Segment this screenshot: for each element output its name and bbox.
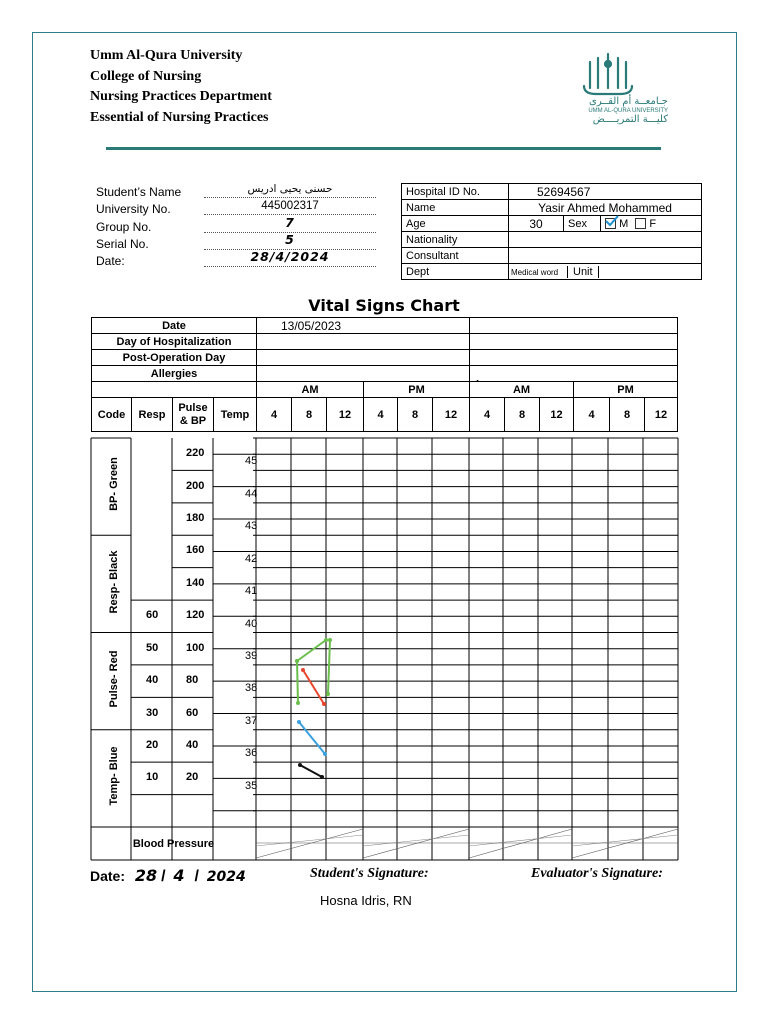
temp-tick: 37 [245,714,258,727]
group-no-value[interactable]: 7 [285,214,295,230]
resp-tick: 50 [146,641,159,654]
nationality-label: Nationality [402,232,509,248]
blood-pressure-label: Blood Pressure [132,838,215,850]
logo-english-name: UMM AL-QURA UNIVERSITY [588,108,668,114]
date-row-label: Date [92,318,257,334]
footer-date-day[interactable]: 28 [134,866,158,885]
pulse-tick: 180 [186,512,205,525]
header-line-3: Nursing Practices Department [90,89,272,104]
pulse-tick: 80 [186,674,199,687]
patient-name-label: Name [402,200,509,216]
pm-header-1: PM [364,382,470,398]
stray-mark: ` [476,378,480,392]
pulse-tick: 220 [186,447,205,460]
date-value[interactable]: 28/4/2024 [250,249,330,265]
age-label: Age [402,216,509,232]
header-line-4: Essential of Nursing Practices [90,109,269,125]
group-no-label: Group No. [96,219,152,234]
code-resp-label: Resp- Black [108,550,120,614]
code-temp-label: Temp- Blue [108,746,120,806]
footer-date-month[interactable]: 4 [173,866,185,885]
checkmark-icon [605,215,619,227]
university-header [90,46,272,128]
sex-f-checkbox[interactable] [635,218,646,229]
allergies-label: Allergies [92,366,257,382]
student-name-label: Student’s Name [96,185,182,199]
hour-header: 4 [364,398,398,432]
temp-header: Temp [214,398,257,432]
resp-tick: 20 [146,738,159,751]
header-line-2: College of Nursing [90,68,202,84]
logo-arabic-name: جـامعــة أم القــرى [589,96,668,107]
temp-tick: 41 [245,585,258,598]
hospital-id-label: Hospital ID No. [402,184,509,200]
code-header: Code [92,398,132,432]
date-row-value-2[interactable] [470,318,678,334]
patient-name-value[interactable]: Yasir Ahmed Mohammed [509,200,702,216]
hour-header: 4 [257,398,292,432]
hour-header: 8 [398,398,433,432]
post-op-day-value-2[interactable] [470,350,678,366]
hour-header: 12 [327,398,364,432]
temp-tick: 35 [245,779,258,792]
hour-header: 4 [470,398,505,432]
chart-title: Vital Signs Chart [308,296,460,315]
dept-value[interactable]: Medical word [511,267,559,277]
temp-tick: 40 [245,617,258,630]
post-op-day-label: Post-Operation Day [92,350,257,366]
university-no-label: University No. [96,202,171,217]
pulse-tick: 100 [186,641,205,654]
pulse-bp-header: Pulse & BP [173,398,214,432]
university-no-value[interactable]: 445002317 [261,200,319,213]
student-signature-value[interactable]: Hosna Idris, RN [320,893,412,908]
resp-header: Resp [132,398,173,432]
student-signature-label: Student's Signature: [310,866,429,881]
temp-tick: 39 [245,649,258,662]
resp-tick: 40 [146,674,159,687]
age-value[interactable]: 30 [509,216,564,232]
pm-header-2: PM [574,382,678,398]
temp-tick: 42 [245,552,258,565]
hour-header: 12 [645,398,678,432]
day-hospitalization-label: Day of Hospitalization [92,334,257,350]
footer-date-year[interactable]: 2024 [206,869,246,885]
day-hospitalization-value-2[interactable] [470,334,678,350]
pulse-tick: 140 [186,576,205,589]
sex-m-checkbox[interactable] [605,218,616,229]
temp-tick: 36 [245,747,258,760]
date-row-value[interactable]: 13/05/2023 [257,318,470,334]
hospital-id-value[interactable]: 52694567 [509,184,702,200]
hour-header: 12 [540,398,574,432]
serial-no-label: Serial No. [96,236,149,251]
pulse-tick: 40 [186,738,199,751]
evaluator-signature-label: Evaluator's Signature: [531,866,663,881]
temp-tick: 38 [245,682,258,695]
code-pulse-label: Pulse- Red [108,650,120,708]
footer-date-label: Date: [90,868,126,884]
pulse-tick: 120 [186,609,205,622]
post-op-day-value[interactable] [257,350,470,366]
resp-tick: 60 [146,609,159,622]
student-name-value[interactable]: حسنى يحيى ادريس [247,183,333,195]
hour-header: 8 [505,398,540,432]
temp-tick: 43 [245,520,258,533]
sex-label: Sex [564,216,601,232]
temp-tick: 44 [245,487,258,500]
vital-signs-table [91,317,678,432]
day-hospitalization-value[interactable] [257,334,470,350]
pulse-tick: 200 [186,479,205,492]
consultant-label: Consultant [402,248,509,264]
resp-tick: 30 [146,706,159,719]
temp-tick: 45 [245,455,258,468]
patient-info-table [401,183,702,280]
sex-options [601,216,702,232]
hour-header: 12 [433,398,470,432]
am-header-1: AM [257,382,364,398]
serial-no-value[interactable]: 5 [285,231,295,247]
sex-m-label: M [619,217,629,230]
hour-header: 8 [610,398,645,432]
header-divider [106,147,661,150]
hour-header: 8 [292,398,327,432]
sex-f-label: F [649,217,657,230]
nationality-value[interactable] [509,232,702,248]
code-bp-label: BP- Green [108,457,120,511]
allergies-value[interactable] [257,366,470,382]
resp-tick: 10 [146,771,159,784]
consultant-value[interactable] [509,248,702,264]
footer-date: Date: 28 / 4 / 2024 [90,866,246,885]
unit-label: Unit [567,266,599,278]
pulse-tick: 20 [186,771,199,784]
dept-label: Dept [402,264,509,280]
pulse-tick: 160 [186,544,205,557]
header-line-1: Umm Al-Qura University [90,48,243,63]
logo-arabic-college: كليـــة التمريــــض [592,114,668,125]
date-label: Date: [96,254,125,269]
student-info [96,184,376,270]
university-logo [548,48,668,128]
hour-header: 4 [574,398,610,432]
allergies-value-2[interactable] [470,366,678,382]
pulse-tick: 60 [186,706,199,719]
am-header-2: AM [512,383,531,396]
